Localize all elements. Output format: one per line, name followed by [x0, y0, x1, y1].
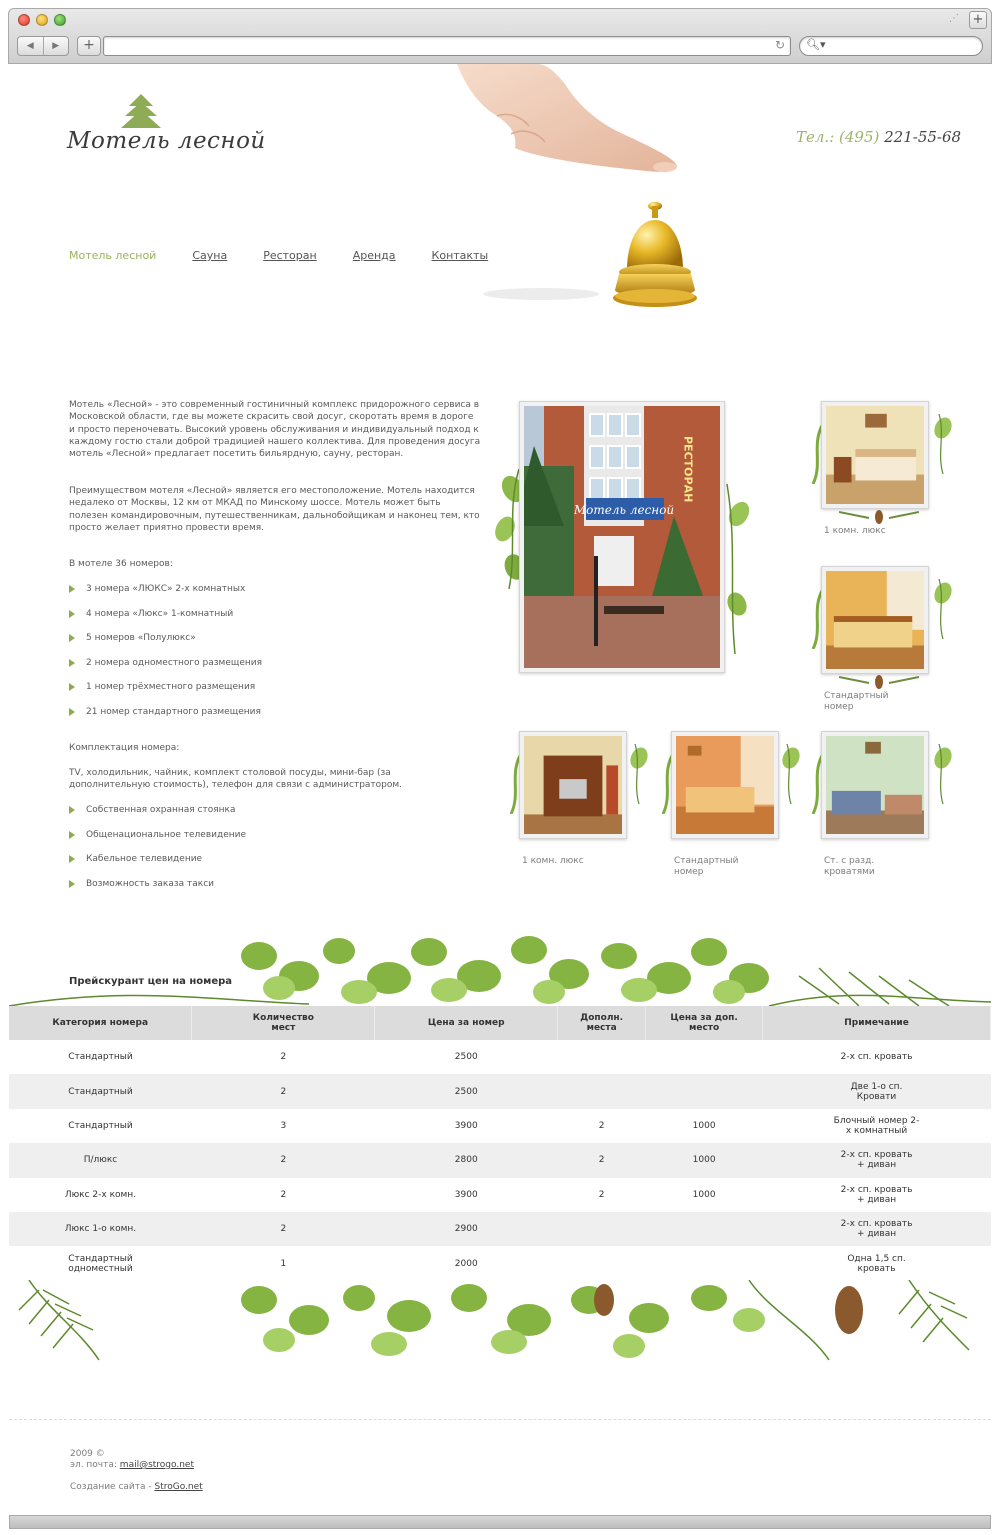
photo-caption: 1 комн. люкс [522, 856, 584, 866]
standard-room-photo[interactable] [821, 566, 929, 674]
table-cell: 2-х сп. кровать + диван [763, 1178, 991, 1212]
email-label: эл. почта: [70, 1460, 117, 1470]
table-cell: 1000 [646, 1143, 763, 1177]
separate-beds-room-photo[interactable] [821, 731, 929, 839]
back-button[interactable]: ◀ [18, 37, 44, 55]
table-cell: Стандартный [9, 1040, 192, 1074]
bell-shadow [481, 274, 601, 314]
nav-item-motel[interactable]: Мотель лесной [69, 249, 157, 262]
add-bookmark-button[interactable]: + [77, 36, 101, 56]
table-cell: 3 [192, 1109, 375, 1143]
leaf-decoration-icon [839, 673, 919, 691]
leaf-decoration-icon [627, 744, 653, 804]
search-field[interactable] [799, 36, 983, 56]
motel-building-photo[interactable] [519, 401, 725, 673]
table-cell: 2-х сп. кровать [763, 1040, 991, 1074]
table-cell: 2 [192, 1143, 375, 1177]
leaf-decoration-icon [931, 414, 957, 474]
list-item: 4 номера «Люкс» 1-комнатный [69, 608, 262, 633]
table-cell: 3900 [375, 1178, 558, 1212]
lux-room-picture [826, 406, 924, 504]
list-item: 5 номеров «Полулюкс» [69, 632, 262, 657]
list-item: 1 номер трёхместного размещения [69, 681, 262, 706]
table-cell: 2 [558, 1109, 646, 1143]
list-item: Общенациональное телевидение [69, 829, 246, 854]
resize-grip-icon: ⋰ [949, 13, 959, 24]
separate-beds-room-picture [826, 736, 924, 834]
table-cell: 3900 [375, 1109, 558, 1143]
standard-room-2-picture [676, 736, 774, 834]
footer-credits [70, 1482, 203, 1493]
table-cell: 2 [558, 1143, 646, 1177]
table-header-row [9, 1006, 991, 1040]
leaf-decoration-icon [839, 508, 919, 526]
table-cell [558, 1040, 646, 1074]
standard-room-picture [826, 571, 924, 669]
lux-living-room-picture [524, 736, 622, 834]
lux-room-photo[interactable] [821, 401, 929, 509]
table-cell [646, 1040, 763, 1074]
table-row [9, 1178, 991, 1212]
photo-caption: Стандартный номер [674, 856, 739, 877]
nav-item-contacts[interactable]: Контакты [431, 249, 489, 262]
leaf-decoration-icon [721, 484, 757, 654]
table-cell: 2800 [375, 1143, 558, 1177]
intro-paragraph-2: Преимуществом мотеля «Лесной» является его местоположение. Мотель находится недалеко от Москвы, 12 км от МКАД по Минскому шоссе. Мотель может быть полезен командировочным, путешественникам, дальнобойщикам и наконец тем, кто просто желает приятно провести время. [69, 486, 480, 533]
table-cell: 2900 [375, 1212, 558, 1246]
list-item: Возможность заказа такси [69, 878, 246, 903]
table-cell: Две 1-о сп. Кровати [763, 1074, 991, 1108]
close-window-button[interactable] [18, 14, 30, 26]
nav-item-sauna[interactable]: Сауна [192, 249, 228, 262]
restaurant-sign-text: РЕСТОРАН [681, 436, 695, 503]
developer-link[interactable]: StroGo.net [154, 1482, 203, 1492]
browser-toolbar [8, 8, 992, 64]
motel-building-picture [524, 406, 720, 668]
lux-living-room-photo[interactable] [519, 731, 627, 839]
photo-caption: Стандартный номер [824, 691, 889, 712]
footer-divider [9, 1419, 991, 1420]
web-page [9, 64, 991, 1515]
table-row [9, 1143, 991, 1177]
table-cell: 1000 [646, 1109, 763, 1143]
footer-email [70, 1460, 194, 1471]
list-item: 3 номера «ЛЮКС» 2-х комнатных [69, 583, 262, 608]
equipment-heading: Комплектация номера: [69, 743, 180, 753]
intro-paragraph-1: Мотель «Лесной» - это современный гостиничный комплекс придорожного сервиса в Московской области, где вы можете скрасить свой досуг, скоротать время в дороге и просто переночевать. Высокий уровень обслуживания и индивидуальный подход к каждому гостю стали доброй традицией нашего коллектива. Для проведения досуга мотель «Лесной» предлагает посетить бильярдную, сауну, ресторан. [69, 400, 481, 460]
column-header: Дополн. места [558, 1006, 646, 1040]
table-cell: 2 [192, 1212, 375, 1246]
table-cell: Стандартный [9, 1074, 192, 1108]
main-navigation [69, 249, 524, 262]
list-item: Собственная охранная стоянка [69, 804, 246, 829]
column-header: Цена за доп. место [646, 1006, 763, 1040]
address-bar[interactable] [103, 36, 791, 56]
table-cell: Стандартный [9, 1109, 192, 1143]
table-cell [646, 1246, 763, 1280]
zoom-window-button[interactable] [54, 14, 66, 26]
table-cell: 2500 [375, 1074, 558, 1108]
price-list-title: Прейскурант цен на номера [69, 976, 233, 987]
leaf-decoration-icon [931, 744, 957, 804]
table-cell: 2 [192, 1040, 375, 1074]
list-item: 21 номер стандартного размещения [69, 706, 262, 731]
table-cell: 2 [192, 1074, 375, 1108]
leaf-decoration-icon [779, 744, 805, 804]
table-cell [558, 1246, 646, 1280]
copyright: 2009 © [70, 1449, 105, 1459]
minimize-window-button[interactable] [36, 14, 48, 26]
table-row [9, 1246, 991, 1280]
nav-item-rent[interactable]: Аренда [352, 249, 396, 262]
reload-icon[interactable]: ↻ [774, 38, 785, 52]
features-list [69, 804, 246, 902]
table-cell: Блочный номер 2-х комнатный [763, 1109, 991, 1143]
rooms-heading: В мотеле 36 номеров: [69, 559, 173, 569]
table-cell [558, 1074, 646, 1108]
table-cell: П/люкс [9, 1143, 192, 1177]
table-cell [646, 1212, 763, 1246]
nav-item-restaurant[interactable]: Ресторан [263, 249, 317, 262]
reception-bell-image [609, 200, 705, 312]
standard-room-2-photo[interactable] [671, 731, 779, 839]
credits-label: Создание сайта - [70, 1482, 152, 1492]
pointing-hand-image [437, 64, 687, 179]
column-header: Категория номера [9, 1006, 192, 1040]
list-item: 2 номера одноместного размещения [69, 657, 262, 682]
table-cell: Люкс 1-о комн. [9, 1212, 192, 1246]
fir-tree-logo-icon [119, 94, 163, 130]
site-logo[interactable]: Мотель лесной [67, 128, 266, 154]
email-link[interactable]: mail@strogo.net [119, 1460, 194, 1470]
table-row [9, 1212, 991, 1246]
table-cell [558, 1212, 646, 1246]
table-cell: Одна 1,5 сп. кровать [763, 1246, 991, 1280]
leaf-decoration-icon [931, 579, 957, 639]
forward-button[interactable]: ▶ [52, 41, 60, 51]
phone-digits: 221-55-68 [884, 128, 962, 146]
list-item: Кабельное телевидение [69, 853, 246, 878]
new-tab-button[interactable]: + [969, 11, 987, 29]
table-cell: 2 [192, 1178, 375, 1212]
table-row [9, 1040, 991, 1074]
price-table [9, 1006, 991, 1281]
photo-caption: 1 комн. люкс [824, 526, 886, 536]
table-cell [646, 1074, 763, 1108]
table-cell: Стандартный одноместный [9, 1246, 192, 1280]
table-cell: 2000 [375, 1246, 558, 1280]
table-row [9, 1074, 991, 1108]
column-header: Примечание [763, 1006, 991, 1040]
equipment-text: TV, холодильник, чайник, комплект столовой посуды, мини-бар (за дополнительную стоимость), телефон для связи с администратором. [69, 768, 403, 791]
foliage-border-bottom [9, 1280, 991, 1370]
column-header: Цена за номер [375, 1006, 558, 1040]
photo-caption: Ст. с разд. кроватями [824, 856, 875, 877]
search-icon[interactable]: 🔍︎▾ [806, 38, 826, 51]
table-cell: 2-х сп. кровать + диван [763, 1143, 991, 1177]
foliage-border-top [9, 916, 991, 1008]
table-row [9, 1109, 991, 1143]
browser-status-bar [9, 1515, 991, 1529]
rooms-list [69, 583, 262, 730]
column-header: Количество мест [192, 1006, 375, 1040]
building-sign-text: Мотель лесной [573, 503, 675, 517]
table-cell: 1000 [646, 1178, 763, 1212]
table-cell: 2-х сп. кровать + диван [763, 1212, 991, 1246]
table-cell: Люкс 2-х комн. [9, 1178, 192, 1212]
history-buttons [17, 36, 69, 56]
table-cell: 2 [558, 1178, 646, 1212]
phone-label: Тел.: (495) [796, 128, 880, 146]
table-cell: 1 [192, 1246, 375, 1280]
table-cell: 2500 [375, 1040, 558, 1074]
phone-number [796, 128, 961, 146]
